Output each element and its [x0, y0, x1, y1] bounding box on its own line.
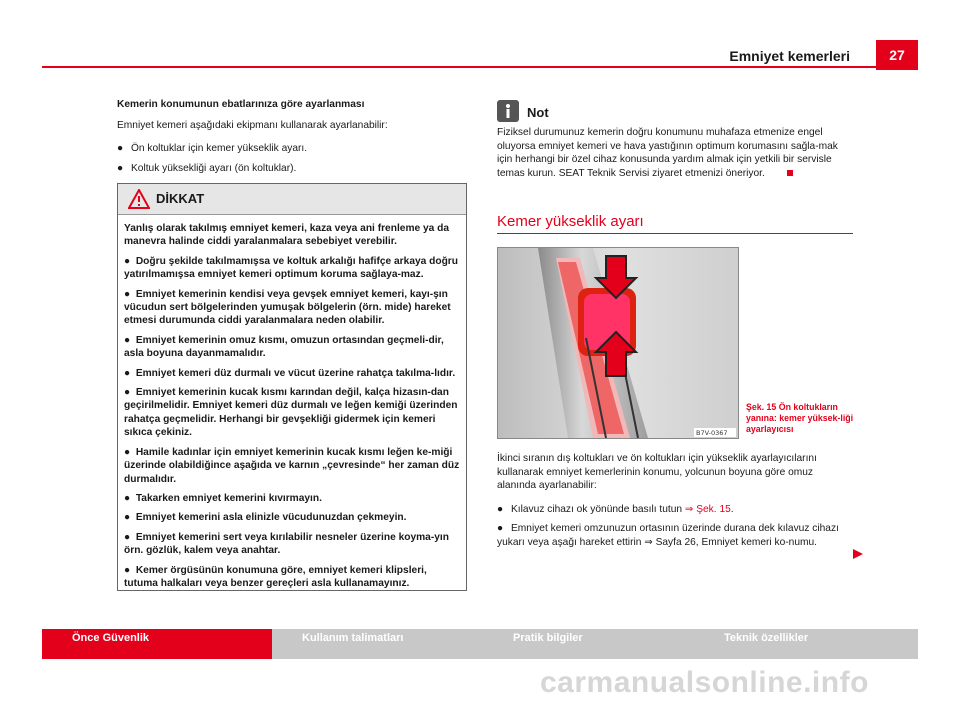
list-item-text: Hamile kadınlar için emniyet kemerinin kucak kısmı leğen ke-miği üzerinde olabildiğince aşağıda ve karnın „çevresinde“ her zaman düz durmalıdır.	[124, 446, 460, 485]
list-item: ● Takarken emniyet kemerini kıvırmayın.	[124, 492, 322, 504]
list-item: ● Emniyet kemerinin kucak kısmı karından değil, kalça hizasın-dan geçirilmelidir. Emniyet kemeri düz durmalı ve leğen kemiği üzerinden rahatça geçmelidir. Herhangi bir gevşekliği gidermek için kemeri sıkıca çekiniz.	[124, 387, 458, 439]
list-item-text: Takarken emniyet kemerini kıvırmayın.	[135, 492, 322, 504]
section-title: Kemer yükseklik ayarı	[497, 213, 644, 230]
list-item: ● Kılavuz cihazı ok yönünde basılı tutun ⇒ Şek. 15.	[497, 503, 734, 515]
list-item-text: Emniyet kemerinin kucak kısmı karından değil, kalça hizasın-dan geçirilmelidir. Emniyet kemeri düz durmalı ve leğen kemiği üzerinden rahatça geçmelidir. Herhangi bir gevşekliği gidermek için kemeri sıkıca çekiniz.	[124, 387, 458, 439]
figure-caption: Şek. 15 Ön koltukların yanına: kemer yüksek-liği ayarlayıcısı	[746, 402, 854, 434]
watermark: carmanualsonline.info	[540, 666, 869, 699]
section-body	[497, 452, 853, 555]
page-header-title: Emniyet kemerleri	[729, 48, 850, 64]
section-text: İkinci sıranın dış koltukları ve ön koltukları için yükseklik ayarlayıcılarını kullanarak emniyet kemerlerinin konumu, yolcunun boyuna göre omuz alanında ayarlanabilir:	[497, 453, 817, 491]
tab-once-guvenlik[interactable]: Önce Güvenlik	[42, 629, 272, 659]
note-text-content: Fiziksel durumunuz kemerin doğru konumunu muhafaza etmenize engel oluyorsa emniyet kemeri ve hava yastığının optimum korumasını sağla-mak için herhangi bir özel cihaz konusunda yardım almak için yetkili bir servisle temas kurun. SEAT Teknik Servisi ziyaret etmenizi öneriyor.	[497, 127, 838, 179]
list-item-text: Emniyet kemerinin kendisi veya gevşek emniyet kemeri, kayı-şın vücudun sert bölgelerinden yumuşak bölgelerin (örn. mide) hareket etmesi durumunda ciddi yaralanmalara neden olabilir.	[124, 288, 451, 327]
warning-box	[117, 183, 467, 591]
tab-pratik-bilgiler[interactable]: Pratik bilgiler	[483, 629, 713, 659]
end-marker-icon	[787, 170, 793, 176]
note-section	[497, 100, 853, 180]
tab-teknik-ozellikler[interactable]: Teknik özellikler	[694, 629, 918, 659]
list-item-text: Emniyet kemerini asla elinizle vücudunuzdan çekmeyin.	[135, 512, 407, 524]
list-item: ● Doğru şekilde takılmamışsa ve koltuk arkalığı hafifçe arkaya doğru yatırılmamışsa emniyet kemeri optimum koruma sağlaya-maz.	[124, 255, 458, 281]
list-item: ● Emniyet kemerini sert veya kırılabilir nesneler üzerine koyma-yın örn. gözlük, kalem veya anahtar.	[124, 531, 449, 557]
header-divider	[42, 66, 918, 68]
list-item-text: Ön koltuklar için kemer yükseklik ayarı.	[131, 143, 308, 154]
list-item-text: Kemer örgüsünün konumuna göre, emniyet kemeri klipsleri, tutuma halkaları veya benzer gereçleri asla kullanamayınız.	[124, 564, 427, 589]
figure-reference-link[interactable]: ⇒ Şek. 15	[684, 503, 731, 515]
left-intro: Emniyet kemeri aşağıdaki ekipmanı kullanarak ayarlanabilir:	[117, 119, 388, 131]
left-heading: Kemerin konumunun ebatlarınıza göre ayarlanması	[117, 99, 365, 110]
left-column	[117, 98, 467, 181]
belt-adjuster-illustration	[498, 248, 738, 438]
note-header	[497, 100, 853, 122]
warning-intro: Yanlış olarak takılmış emniyet kemeri, kaza veya ani frenleme ya da manevra halinde ciddi yaralanmalara sebebiyet verebilir.	[124, 223, 450, 248]
warning-title: DİKKAT	[156, 191, 205, 206]
list-item-text: Kılavuz cihazı ok yönünde basılı tutun	[511, 503, 685, 515]
list-item: ● Koltuk yüksekliği ayarı (ön koltuklar).	[117, 162, 297, 174]
list-item-text: Emniyet kemeri omzunuzun ortasının üzerinde durana dek kılavuz cihazı yukarı veya aşağı hareket ettirin ⇒ Sayfa 26, Emniyet kemeri ko-numu.	[497, 523, 839, 548]
info-note-icon	[497, 100, 519, 122]
warning-triangle-icon	[128, 189, 150, 209]
list-item-text: Koltuk yüksekliği ayarı (ön koltuklar).	[131, 162, 297, 174]
list-item: ● Hamile kadınlar için emniyet kemerinin kucak kısmı leğen ke-miği üzerinde olabildiğince aşağıda ve karnın „çevresinde“ her zaman düz durmalıdır.	[124, 446, 460, 485]
list-item: ● Emniyet kemeri düz durmalı ve vücut üzerine rahatça takılma-lıdır.	[124, 367, 456, 379]
list-item-text: Emniyet kemerini sert veya kırılabilir nesneler üzerine koyma-yın örn. gözlük, kalem veya anahtar.	[124, 531, 449, 557]
section-divider	[497, 233, 853, 234]
list-item: ● Emniyet kemeri omzunuzun ortasının üzerinde durana dek kılavuz cihazı yukarı veya aşağı hareket ettirin ⇒ Sayfa 26, Emniyet kemeri ko-numu.	[497, 523, 839, 548]
list-item: ● Kemer örgüsünün konumuna göre, emniyet kemeri klipsleri, tutuma halkaları veya benzer gereçleri asla kullanamayınız.	[124, 564, 427, 589]
warning-body	[118, 215, 466, 590]
list-item-text: Emniyet kemeri düz durmalı ve vücut üzerine rahatça takılma-lıdır.	[135, 367, 456, 379]
list-item: ● Emniyet kemerini asla elinizle vücudunuzdan çekmeyin.	[124, 512, 407, 524]
list-item: ● Emniyet kemerinin kendisi veya gevşek emniyet kemeri, kayı-şın vücudun sert bölgelerinden yumuşak bölgelerin (örn. mide) hareket etmesi durumunda ciddi yaralanmalara neden olabilir.	[124, 288, 451, 327]
list-item: ● Emniyet kemerinin omuz kısmı, omuzun ortasından geçmeli-dir, asla boyuna dayanmamalıdır.	[124, 334, 444, 360]
figure-code: B7V-0367	[696, 429, 728, 437]
note-text	[497, 126, 853, 180]
list-item: ● Ön koltuklar için kemer yükseklik ayarı.	[117, 143, 308, 154]
page-number: 27	[876, 40, 918, 70]
tab-kullanim-talimatlari[interactable]: Kullanım talimatları	[272, 629, 502, 659]
list-item-text: Doğru şekilde takılmamışsa ve koltuk arkalığı hafifçe arkaya doğru yatırılmamışsa emniyet kemeri optimum koruma sağlaya-maz.	[124, 255, 458, 281]
warning-header	[118, 184, 466, 215]
list-item-text: Emniyet kemerinin omuz kısmı, omuzun ortasından geçmeli-dir, asla boyuna dayanmamalıdır.	[124, 334, 444, 360]
figure-belt-height-adjuster	[497, 247, 739, 439]
continue-arrow-icon	[853, 546, 863, 564]
note-title: Not	[527, 105, 549, 120]
list-item-end: .	[730, 503, 734, 515]
